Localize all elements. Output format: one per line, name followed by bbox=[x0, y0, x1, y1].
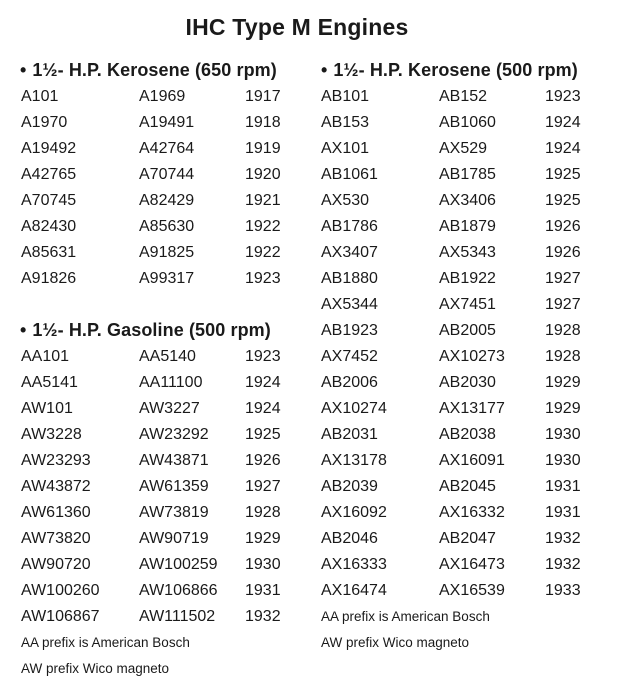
year: 1929 bbox=[545, 400, 581, 417]
table-row bbox=[21, 370, 295, 396]
table-row bbox=[21, 396, 295, 422]
serial-from: AB153 bbox=[321, 114, 370, 131]
year: 1922 bbox=[245, 244, 281, 261]
serial-to: AW106866 bbox=[139, 582, 218, 599]
year: 1932 bbox=[545, 530, 581, 547]
serial-from: AB1880 bbox=[321, 270, 378, 287]
serial-from: AX101 bbox=[321, 140, 370, 157]
table-row bbox=[321, 422, 595, 448]
page-title: IHC Type M Engines bbox=[185, 14, 409, 40]
table-row bbox=[21, 578, 295, 604]
serial-from: AW61360 bbox=[21, 504, 91, 521]
serial-to: AX5343 bbox=[439, 244, 496, 261]
serial-from: AB2006 bbox=[321, 374, 378, 391]
year: 1928 bbox=[545, 322, 581, 339]
year: 1927 bbox=[245, 478, 281, 495]
table-row bbox=[321, 318, 595, 344]
serial-from: AX530 bbox=[321, 192, 370, 209]
serial-from: AX16092 bbox=[321, 504, 387, 521]
section-heading-kerosene-500 bbox=[321, 60, 578, 81]
serial-from: AX7452 bbox=[321, 348, 378, 365]
year: 1933 bbox=[545, 582, 581, 599]
serial-from: AW3228 bbox=[21, 426, 82, 443]
serial-to: AX3406 bbox=[439, 192, 496, 209]
year: 1921 bbox=[245, 192, 281, 209]
serial-from: A85631 bbox=[21, 244, 77, 261]
year: 1925 bbox=[245, 426, 281, 443]
serial-to: AB2005 bbox=[439, 322, 496, 339]
serial-from: AX3407 bbox=[321, 244, 378, 261]
table-row bbox=[21, 84, 295, 110]
table-row bbox=[21, 266, 295, 292]
table-row bbox=[21, 136, 295, 162]
table-row bbox=[21, 448, 295, 474]
table-row bbox=[21, 526, 295, 552]
section-heading-kerosene-650 bbox=[20, 60, 277, 81]
serial-to: A19491 bbox=[139, 114, 195, 131]
serial-from: AW106867 bbox=[21, 608, 100, 625]
serial-to: AB1785 bbox=[439, 166, 496, 183]
year: 1924 bbox=[245, 400, 281, 417]
serial-from: AW90720 bbox=[21, 556, 91, 573]
table-row bbox=[321, 474, 595, 500]
table-row bbox=[21, 604, 295, 630]
table-row bbox=[321, 292, 595, 318]
year: 1932 bbox=[545, 556, 581, 573]
table-row bbox=[21, 240, 295, 266]
serial-to: AB2045 bbox=[439, 478, 496, 495]
year: 1918 bbox=[245, 114, 281, 131]
year: 1927 bbox=[545, 296, 581, 313]
serial-to: A1969 bbox=[139, 88, 186, 105]
section-heading-gasoline-500 bbox=[20, 320, 271, 341]
serial-from: AB1061 bbox=[321, 166, 378, 183]
serial-to: AX529 bbox=[439, 140, 488, 157]
bullet-icon: • bbox=[20, 60, 27, 80]
serial-from: A91826 bbox=[21, 270, 77, 287]
serial-from: AX13178 bbox=[321, 452, 387, 469]
serial-from: AW100260 bbox=[21, 582, 100, 599]
serial-to: AX13177 bbox=[439, 400, 505, 417]
serial-to: A82429 bbox=[139, 192, 195, 209]
serial-to: A85630 bbox=[139, 218, 195, 235]
serial-to: AB152 bbox=[439, 88, 488, 105]
year: 1925 bbox=[545, 192, 581, 209]
serial-to: AA11100 bbox=[139, 374, 203, 391]
year: 1919 bbox=[245, 140, 281, 157]
serial-to: A99317 bbox=[139, 270, 195, 287]
serial-to: AX16539 bbox=[439, 582, 505, 599]
serial-table-kerosene-500 bbox=[321, 84, 595, 604]
serial-from: A42765 bbox=[21, 166, 77, 183]
year: 1931 bbox=[545, 478, 581, 495]
serial-to: A91825 bbox=[139, 244, 195, 261]
bullet-icon: • bbox=[321, 60, 328, 80]
year: 1926 bbox=[245, 452, 281, 469]
serial-to: AB2047 bbox=[439, 530, 496, 547]
table-row bbox=[321, 552, 595, 578]
note-american-bosch: AA prefix is American Bosch bbox=[321, 609, 490, 624]
section-heading-text: 1½- H.P. Kerosene (650 rpm) bbox=[32, 60, 277, 80]
serial-from: AA101 bbox=[21, 348, 70, 365]
serial-table-gasoline-500 bbox=[21, 344, 295, 630]
serial-to: AB1922 bbox=[439, 270, 496, 287]
year: 1928 bbox=[545, 348, 581, 365]
year: 1928 bbox=[245, 504, 281, 521]
serial-from: A19492 bbox=[21, 140, 77, 157]
serial-to: AX7451 bbox=[439, 296, 496, 313]
table-row bbox=[321, 188, 595, 214]
table-row bbox=[21, 344, 295, 370]
serial-to: AW23292 bbox=[139, 426, 209, 443]
year: 1917 bbox=[245, 88, 281, 105]
note-wico-magneto: AW prefix Wico magneto bbox=[21, 661, 170, 676]
table-row bbox=[321, 344, 595, 370]
year: 1924 bbox=[545, 114, 581, 131]
serial-from: AB1923 bbox=[321, 322, 378, 339]
serial-from: AW23293 bbox=[21, 452, 91, 469]
serial-from: AB1786 bbox=[321, 218, 378, 235]
year: 1929 bbox=[245, 530, 281, 547]
year: 1923 bbox=[245, 348, 281, 365]
serial-from: AB101 bbox=[321, 88, 370, 105]
table-row bbox=[321, 162, 595, 188]
serial-to: AX10273 bbox=[439, 348, 505, 365]
year: 1925 bbox=[545, 166, 581, 183]
table-row bbox=[321, 396, 595, 422]
table-row bbox=[321, 448, 595, 474]
year: 1920 bbox=[245, 166, 281, 183]
table-row bbox=[321, 136, 595, 162]
serial-to: AB2038 bbox=[439, 426, 496, 443]
table-row bbox=[21, 422, 295, 448]
serial-from: AW43872 bbox=[21, 478, 91, 495]
serial-to: AW61359 bbox=[139, 478, 209, 495]
serial-to: AW73819 bbox=[139, 504, 209, 521]
note-wico-magneto: AW prefix Wico magneto bbox=[321, 635, 470, 650]
serial-to: AB1879 bbox=[439, 218, 496, 235]
serial-from: AA5141 bbox=[21, 374, 78, 391]
serial-from: AB2039 bbox=[321, 478, 378, 495]
serial-to: AW111502 bbox=[139, 608, 216, 625]
note-american-bosch: AA prefix is American Bosch bbox=[21, 635, 190, 650]
serial-to: AA5140 bbox=[139, 348, 196, 365]
year: 1931 bbox=[545, 504, 581, 521]
year: 1930 bbox=[545, 452, 581, 469]
serial-to: AW90719 bbox=[139, 530, 209, 547]
table-row bbox=[21, 110, 295, 136]
serial-from: A70745 bbox=[21, 192, 77, 209]
year: 1932 bbox=[245, 608, 281, 625]
serial-from: A101 bbox=[21, 88, 59, 105]
table-row bbox=[21, 474, 295, 500]
table-row bbox=[321, 500, 595, 526]
serial-to: AX16091 bbox=[439, 452, 505, 469]
serial-from: AB2046 bbox=[321, 530, 378, 547]
serial-to: AW100259 bbox=[139, 556, 218, 573]
table-row bbox=[21, 552, 295, 578]
year: 1924 bbox=[545, 140, 581, 157]
serial-to: A42764 bbox=[139, 140, 195, 157]
table-row bbox=[321, 526, 595, 552]
year: 1931 bbox=[245, 582, 281, 599]
serial-to: AW43871 bbox=[139, 452, 209, 469]
serial-to: AW3227 bbox=[139, 400, 200, 417]
serial-to: AB2030 bbox=[439, 374, 496, 391]
year: 1927 bbox=[545, 270, 581, 287]
serial-from: A1970 bbox=[21, 114, 68, 131]
serial-to: AX16332 bbox=[439, 504, 505, 521]
serial-from: AX16333 bbox=[321, 556, 387, 573]
year: 1930 bbox=[245, 556, 281, 573]
section-heading-text: 1½- H.P. Kerosene (500 rpm) bbox=[333, 60, 578, 80]
table-row bbox=[321, 214, 595, 240]
table-row bbox=[321, 84, 595, 110]
year: 1930 bbox=[545, 426, 581, 443]
serial-from: AX10274 bbox=[321, 400, 387, 417]
serial-from: AX5344 bbox=[321, 296, 378, 313]
table-row bbox=[21, 162, 295, 188]
table-row bbox=[321, 370, 595, 396]
serial-from: A82430 bbox=[21, 218, 77, 235]
year: 1923 bbox=[545, 88, 581, 105]
serial-table-kerosene-650 bbox=[21, 84, 295, 292]
table-row bbox=[321, 266, 595, 292]
serial-from: AW101 bbox=[21, 400, 73, 417]
serial-to: AB1060 bbox=[439, 114, 496, 131]
year: 1929 bbox=[545, 374, 581, 391]
table-row bbox=[21, 214, 295, 240]
serial-from: AB2031 bbox=[321, 426, 378, 443]
table-row bbox=[321, 110, 595, 136]
table-row bbox=[321, 578, 595, 604]
table-row bbox=[321, 240, 595, 266]
year: 1926 bbox=[545, 244, 581, 261]
year: 1923 bbox=[245, 270, 281, 287]
serial-from: AW73820 bbox=[21, 530, 91, 547]
year: 1926 bbox=[545, 218, 581, 235]
table-row bbox=[21, 500, 295, 526]
serial-to: AX16473 bbox=[439, 556, 505, 573]
serial-to: A70744 bbox=[139, 166, 195, 183]
table-row bbox=[21, 188, 295, 214]
section-heading-text: 1½- H.P. Gasoline (500 rpm) bbox=[32, 320, 271, 340]
year: 1924 bbox=[245, 374, 281, 391]
serial-from: AX16474 bbox=[321, 582, 387, 599]
year: 1922 bbox=[245, 218, 281, 235]
bullet-icon: • bbox=[20, 320, 27, 340]
